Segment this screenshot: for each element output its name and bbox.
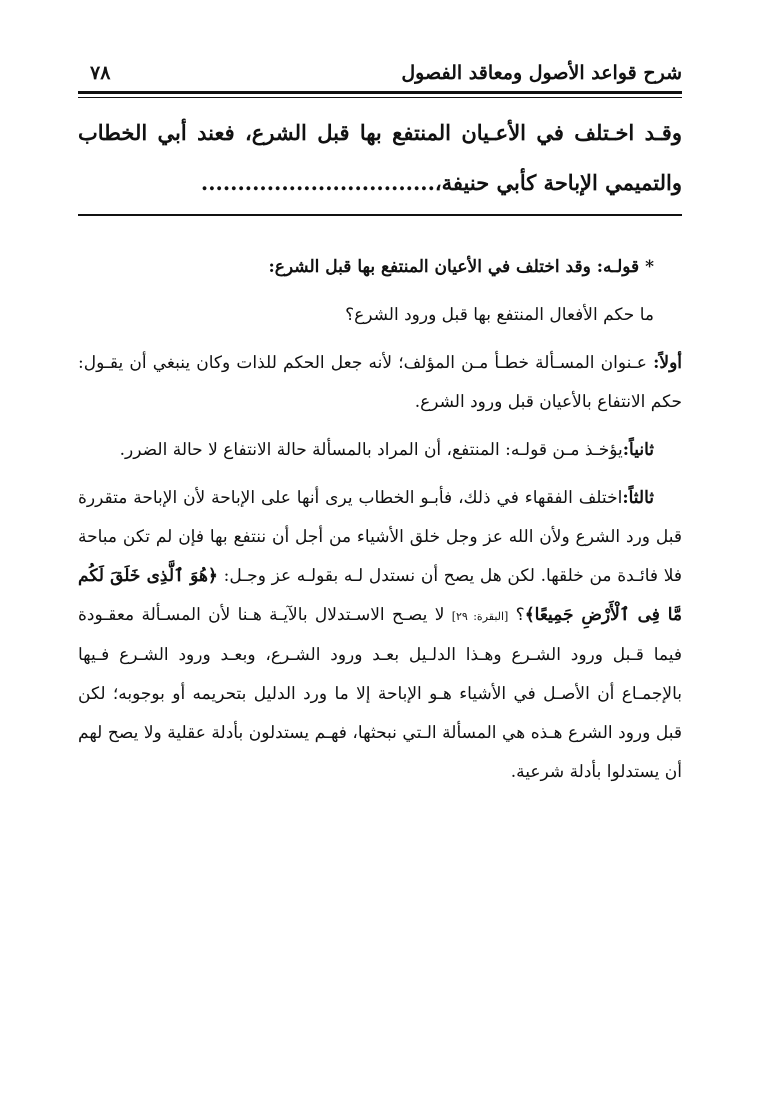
- paragraph-text: اختلف الفقهاء في ذلك، فأبـو الخطاب يرى أنها على الإباحة لأن الإباحة متقررة قبل ورد الشرع ولأن الله عز وجل خلق الأشياء من أجل أن ننتفع بها فإن لم تكن مباحة فلا فائـدة من خلقها. لكن هل يصح أن نستدل لـه بقولـه عز وجـل:: [78, 488, 682, 586]
- page-number: ٧٨: [90, 62, 111, 84]
- paragraph-second: [78, 431, 682, 470]
- running-header: [78, 58, 682, 88]
- header-rule-thin: [78, 97, 682, 98]
- quran-reference: [البقرة: ٢٩]: [451, 610, 509, 623]
- book-title: شرح قواعد الأصول ومعاقد الفصول: [401, 62, 682, 84]
- matn-line-1: وقـد اخـتلف في الأعـيان المنتفع بها قبل الشرع، فعند أبي الخطاب: [78, 120, 682, 145]
- commentary: [78, 248, 682, 801]
- commentary-question: ما حكم الأفعال المنتفع بها قبل ورود الشرع؟: [345, 305, 654, 325]
- paragraph-label: ثانياً:: [622, 440, 654, 460]
- paragraph-text: لا يصـح الاسـتدلال بالآيـة هـنا لأن المسـألة معقـودة فيما قـبل ورود الشـرع وهـذا الدلـيل بعـد ورود الشـرع، وبعـد ورود الشـرع فـيها بالإجمـاع أن الأصـل في الأشياء هـو الإباحة إلا ما ورد الدليل بتحريمه أو بوجوبه؛ لكن قبل ورود الشرع هـذه هي المسألة الـتي نبحثها، فهـم يستدلون بأدلة عقلية ولا يصح لهم أن يستدلوا بأدلة شرعية.: [78, 605, 682, 782]
- paragraph-first: [78, 344, 682, 422]
- paragraph-text: يؤخـذ مـن قولـه: المنتفع، أن المراد بالمسألة حالة الانتفاع لا حالة الضرر.: [119, 440, 623, 460]
- matn-divider: [78, 214, 682, 216]
- quran-verse: ﴿هُوَ ٱلَّذِى خَلَقَ لَكُم مَّا فِى ٱلْأَرْضِ جَمِيعًا﴾: [78, 566, 682, 625]
- paragraph-label: أولاً:: [653, 353, 682, 373]
- matn-line-2: والتميمي الإباحة كأبي حنيفة،................................: [200, 170, 682, 195]
- matn-text: [78, 108, 682, 208]
- commentary-heading: * قولـه: وقد اختلف في الأعيان المنتفع بها قبل الشرع:: [268, 257, 654, 277]
- header-rule-thick: [78, 91, 682, 94]
- paragraph-text: عـنوان المسـألة خطـأ مـن المؤلف؛ لأنه جعل الحكم للذات وكان ينبغي أن يقـول: حكم الانتفاع بالأعيان قبل ورود الشرع.: [78, 353, 682, 412]
- paragraph-text: ؟: [508, 605, 525, 625]
- paragraph-label: ثالثاً:: [622, 488, 654, 508]
- paragraph-third: [78, 479, 682, 792]
